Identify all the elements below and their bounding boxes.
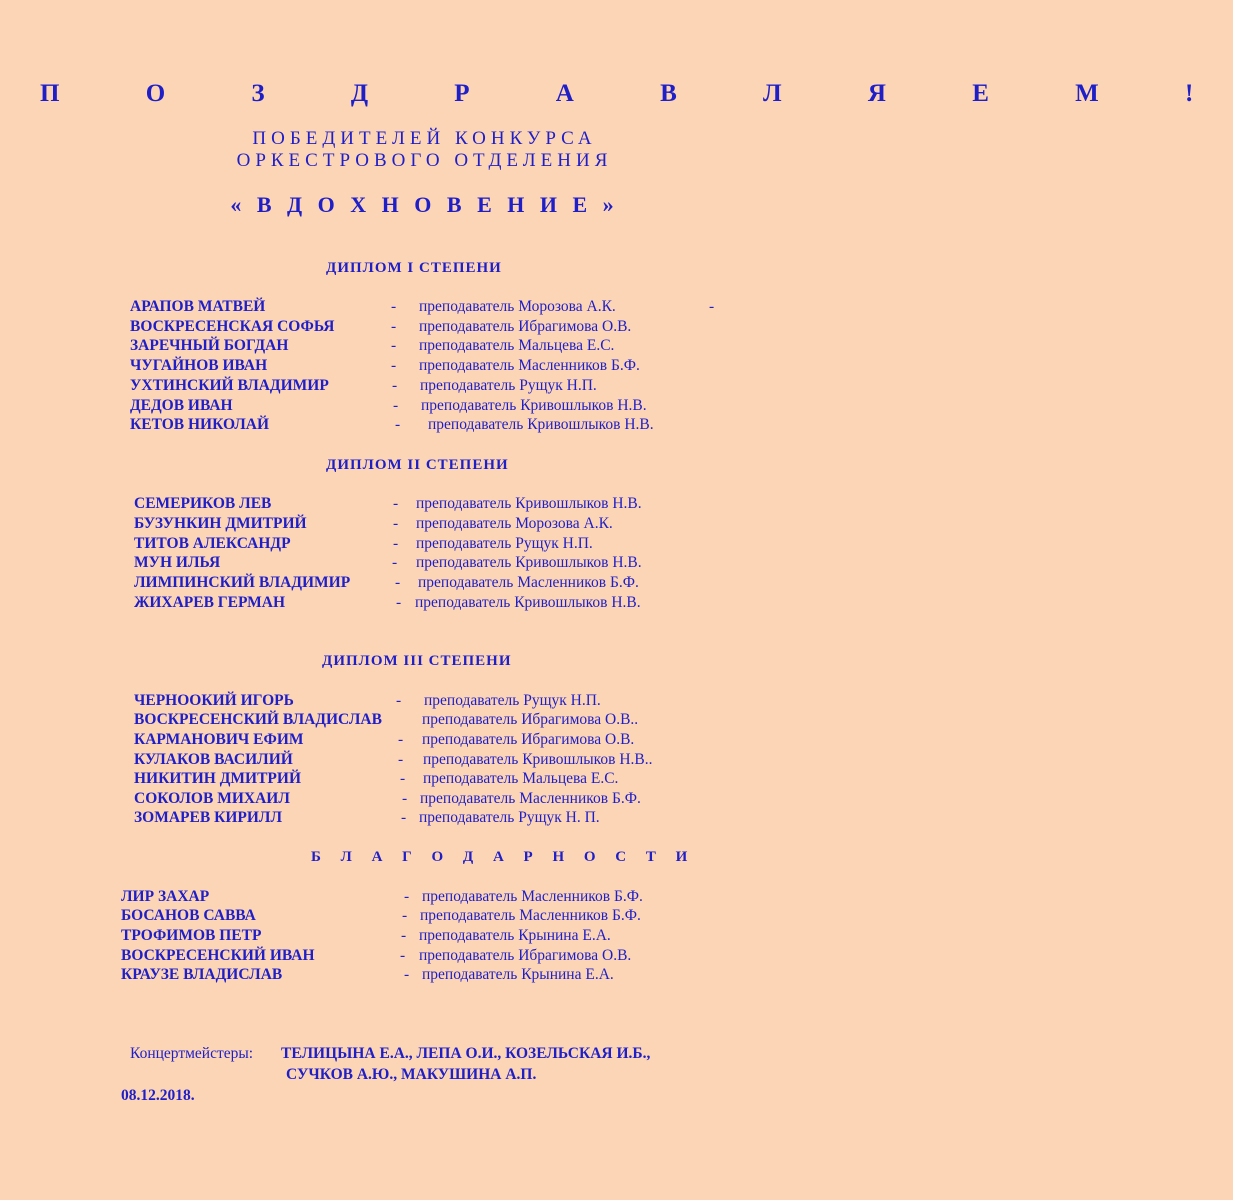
subtitle-line-1: ПОБЕДИТЕЛЕЙ КОНКУРСА bbox=[252, 128, 597, 149]
student-name: ЗАРЕЧНЫЙ БОГДАН bbox=[130, 337, 289, 354]
contest-name: « В Д О Х Н О В Е Н И Е » bbox=[230, 192, 619, 217]
separator-dash: - bbox=[401, 927, 407, 944]
student-name: ВОСКРЕСЕНСКАЯ СОФЬЯ bbox=[130, 318, 335, 335]
separator-dash: - bbox=[395, 574, 401, 591]
separator-dash: - bbox=[401, 809, 407, 826]
student-name: ЧУГАЙНОВ ИВАН bbox=[130, 357, 268, 374]
separator-dash: - bbox=[393, 397, 399, 414]
student-name: ЧЕРНООКИЙ ИГОРЬ bbox=[134, 692, 294, 709]
teacher: преподаватель Масленников Б.Ф. bbox=[420, 790, 641, 807]
separator-dash: - bbox=[400, 947, 406, 964]
teacher: преподаватель Крынина Е.А. bbox=[422, 966, 614, 983]
student-name: МУН ИЛЬЯ bbox=[134, 554, 221, 571]
student-name: СЕМЕРИКОВ ЛЕВ bbox=[134, 495, 272, 512]
separator-dash: - bbox=[391, 318, 397, 335]
stray-dash: - bbox=[709, 298, 715, 315]
diploma-3-heading: ДИПЛОМ III СТЕПЕНИ bbox=[322, 653, 512, 669]
teacher: преподаватель Масленников Б.Ф. bbox=[422, 888, 643, 905]
teacher: преподаватель Рущук Н.П. bbox=[420, 377, 597, 394]
student-name: СОКОЛОВ МИХАИЛ bbox=[134, 790, 290, 807]
separator-dash: - bbox=[398, 751, 404, 768]
student-name: ЖИХАРЕВ ГЕРМАН bbox=[134, 594, 286, 611]
student-name: ТРОФИМОВ ПЕТР bbox=[121, 927, 262, 944]
teacher: преподаватель Мальцева Е.С. bbox=[423, 770, 619, 787]
separator-dash: - bbox=[391, 357, 397, 374]
separator-dash: - bbox=[392, 554, 398, 571]
teacher: преподаватель Масленников Б.Ф. bbox=[419, 357, 640, 374]
separator-dash: - bbox=[393, 515, 399, 532]
separator-dash: - bbox=[396, 692, 402, 709]
separator-dash: - bbox=[402, 907, 408, 924]
teacher: преподаватель Кривошлыков Н.В. bbox=[421, 397, 647, 414]
separator-dash: - bbox=[404, 966, 410, 983]
student-name: БУЗУНКИН ДМИТРИЙ bbox=[134, 515, 307, 532]
student-name: КРАУЗЕ ВЛАДИСЛАВ bbox=[121, 966, 283, 983]
teacher: преподаватель Кривошлыков Н.В.. bbox=[423, 751, 653, 768]
teacher: преподаватель Морозова А.К. bbox=[419, 298, 616, 315]
teacher: преподаватель Кривошлыков Н.В. bbox=[416, 495, 642, 512]
thanks-heading: Б Л А Г О Д А Р Н О С Т И bbox=[311, 849, 696, 865]
teacher: преподаватель Ибрагимова О.В. bbox=[422, 731, 635, 748]
teacher: преподаватель Морозова А.К. bbox=[416, 515, 613, 532]
teacher: преподаватель Масленников Б.Ф. bbox=[420, 907, 641, 924]
teacher: преподаватель Крынина Е.А. bbox=[419, 927, 611, 944]
separator-dash: - bbox=[398, 731, 404, 748]
teacher: преподаватель Рущук Н. П. bbox=[419, 809, 600, 826]
student-name: ЛИР ЗАХАР bbox=[121, 888, 210, 905]
student-name: КУЛАКОВ ВАСИЛИЙ bbox=[134, 751, 293, 768]
separator-dash: - bbox=[392, 377, 398, 394]
student-name: ЛИМПИНСКИЙ ВЛАДИМИР bbox=[134, 574, 351, 591]
page-title: П О З Д Р А В Л Я Е М ! bbox=[40, 80, 1233, 107]
teacher: преподаватель Масленников Б.Ф. bbox=[418, 574, 639, 591]
student-name: УХТИНСКИЙ ВЛАДИМИР bbox=[130, 377, 329, 394]
teacher: преподаватель Кривошлыков Н.В. bbox=[416, 554, 642, 571]
teacher: преподаватель Ибрагимова О.В. bbox=[419, 318, 632, 335]
separator-dash: - bbox=[400, 770, 406, 787]
teacher: преподаватель Рущук Н.П. bbox=[424, 692, 601, 709]
diploma-2-heading: ДИПЛОМ II СТЕПЕНИ bbox=[326, 457, 509, 473]
student-name: ТИТОВ АЛЕКСАНДР bbox=[134, 535, 291, 552]
teacher: преподаватель Кривошлыков Н.В. bbox=[415, 594, 641, 611]
student-name: БОСАНОВ САВВА bbox=[121, 907, 256, 924]
student-name: КАРМАНОВИЧ ЕФИМ bbox=[134, 731, 304, 748]
student-name: КЕТОВ НИКОЛАЙ bbox=[130, 416, 270, 433]
teacher: преподаватель Рущук Н.П. bbox=[416, 535, 593, 552]
accompanists-line-1: ТЕЛИЦЫНА Е.А., ЛЕПА О.И., КОЗЕЛЬСКАЯ И.Б., bbox=[281, 1045, 651, 1062]
accompanists-label: Концертмейстеры: bbox=[130, 1045, 254, 1062]
student-name: ВОСКРЕСЕНСКИЙ ВЛАДИСЛАВ bbox=[134, 711, 382, 728]
teacher: преподаватель Ибрагимова О.В.. bbox=[422, 711, 639, 728]
teacher: преподаватель Кривошлыков Н.В. bbox=[428, 416, 654, 433]
separator-dash: - bbox=[393, 535, 399, 552]
teacher: преподаватель Ибрагимова О.В. bbox=[419, 947, 632, 964]
diploma-1-heading: ДИПЛОМ I СТЕПЕНИ bbox=[326, 260, 502, 276]
student-name: ДЕДОВ ИВАН bbox=[130, 397, 233, 414]
student-name: ВОСКРЕСЕНСКИЙ ИВАН bbox=[121, 947, 315, 964]
separator-dash: - bbox=[396, 594, 402, 611]
student-name: ЗОМАРЕВ КИРИЛЛ bbox=[134, 809, 282, 826]
subtitle-line-2: ОРКЕСТРОВОГО ОТДЕЛЕНИЯ bbox=[236, 150, 613, 171]
separator-dash: - bbox=[402, 790, 408, 807]
student-name: НИКИТИН ДМИТРИЙ bbox=[134, 770, 302, 787]
separator-dash: - bbox=[391, 298, 397, 315]
accompanists-line-2: СУЧКОВ А.Ю., МАКУШИНА А.П. bbox=[286, 1066, 537, 1083]
separator-dash: - bbox=[404, 888, 410, 905]
separator-dash: - bbox=[393, 495, 399, 512]
teacher: преподаватель Мальцева Е.С. bbox=[419, 337, 615, 354]
date: 08.12.2018. bbox=[121, 1087, 195, 1104]
separator-dash: - bbox=[395, 416, 401, 433]
separator-dash: - bbox=[391, 337, 397, 354]
student-name: АРАПОВ МАТВЕЙ bbox=[130, 298, 266, 315]
